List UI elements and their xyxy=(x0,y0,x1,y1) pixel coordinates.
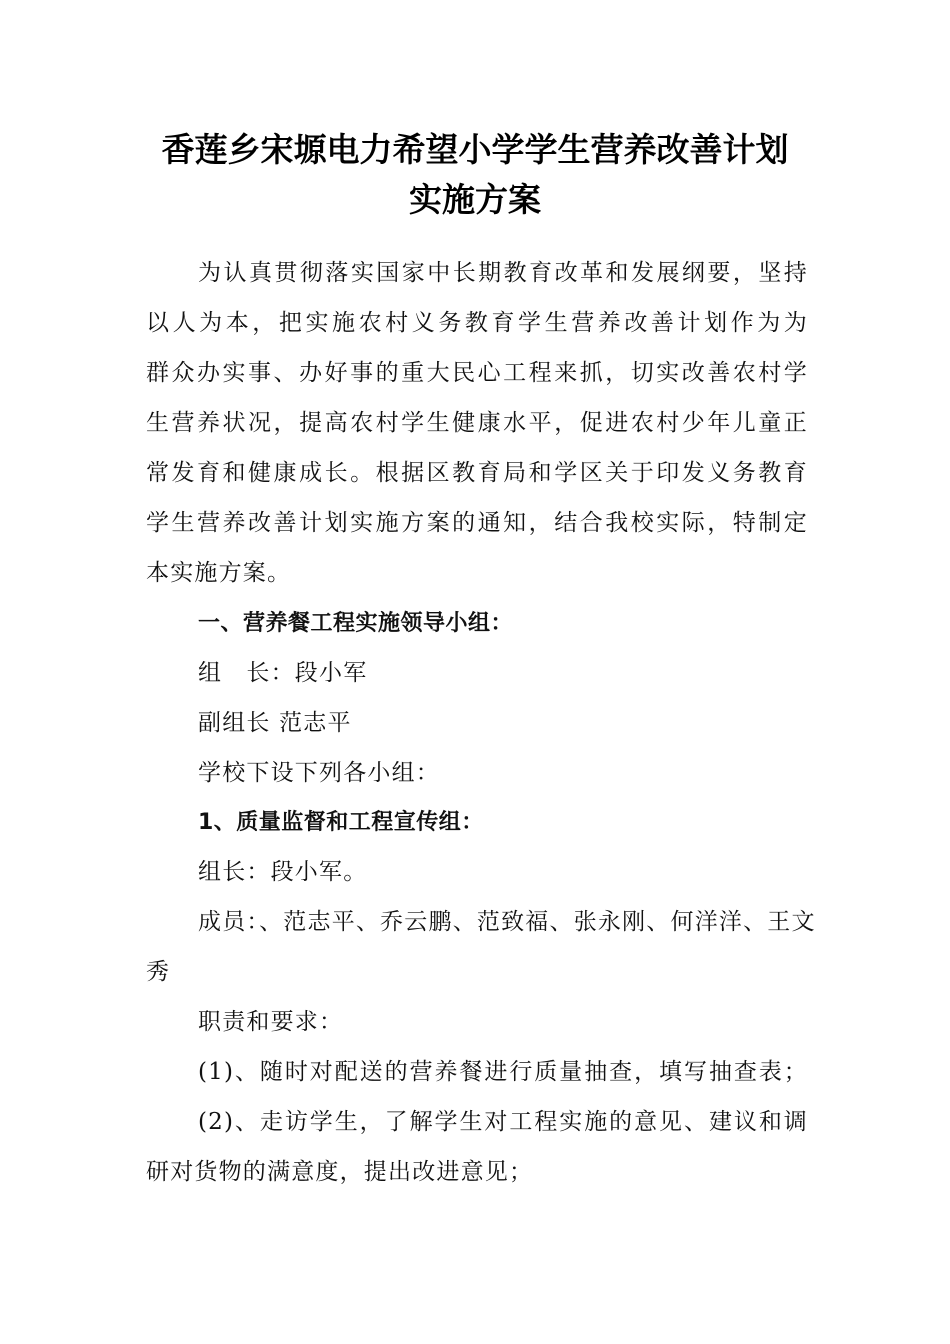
intro-paragraph-line: 以人为本，把实施农村义务教育学生营养改善计划作为为 xyxy=(146,310,808,336)
intro-paragraph-line: 生营养状况，提高农村学生健康水平，促进农村少年儿童正 xyxy=(146,410,808,436)
document-title-line-1: 香莲乡宋塬电力希望小学学生营养改善计划 xyxy=(161,130,789,169)
quality-group-leader: 组长：段小军。 xyxy=(198,859,368,885)
subsection-heading-quality-group: 1、质量监督和工程宣传组： xyxy=(198,810,484,835)
quality-group-members-line: 秀 xyxy=(146,959,171,985)
intro-paragraph-line: 学生营养改善计划实施方案的通知，结合我校实际，特制定 xyxy=(146,510,808,536)
duty-item: (1)、随时对配送的营养餐进行质量抽查，填写抽查表； xyxy=(198,1059,808,1085)
duty-item-continuation: 研对货物的满意度，提出改进意见； xyxy=(146,1159,534,1185)
deputy-leader-line: 副组长 范志平 xyxy=(198,710,352,736)
subgroups-intro-line: 学校下设下列各小组： xyxy=(198,760,440,786)
group-leader-line: 组 长：段小军 xyxy=(198,660,368,686)
intro-paragraph-line: 群众办实事、办好事的重大民心工程来抓，切实改善农村学 xyxy=(146,360,808,386)
intro-paragraph-line: 本实施方案。 xyxy=(146,560,292,586)
quality-group-members-line: 成员：、范志平、乔云鹏、范致福、张永刚、何洋洋、王文 xyxy=(198,909,816,935)
intro-paragraph-line: 常发育和健康成长。根据区教育局和学区关于印发义务教育 xyxy=(146,460,808,486)
document-title-line-2: 实施方案 xyxy=(409,180,541,219)
section-heading-leadership-group: 一、营养餐工程实施领导小组： xyxy=(198,611,514,636)
duties-label: 职责和要求： xyxy=(198,1009,344,1035)
duty-item: (2)、走访学生，了解学生对工程实施的意见、建议和调 xyxy=(198,1109,808,1135)
intro-paragraph-line: 为认真贯彻落实国家中长期教育改革和发展纲要，坚持 xyxy=(198,260,808,286)
